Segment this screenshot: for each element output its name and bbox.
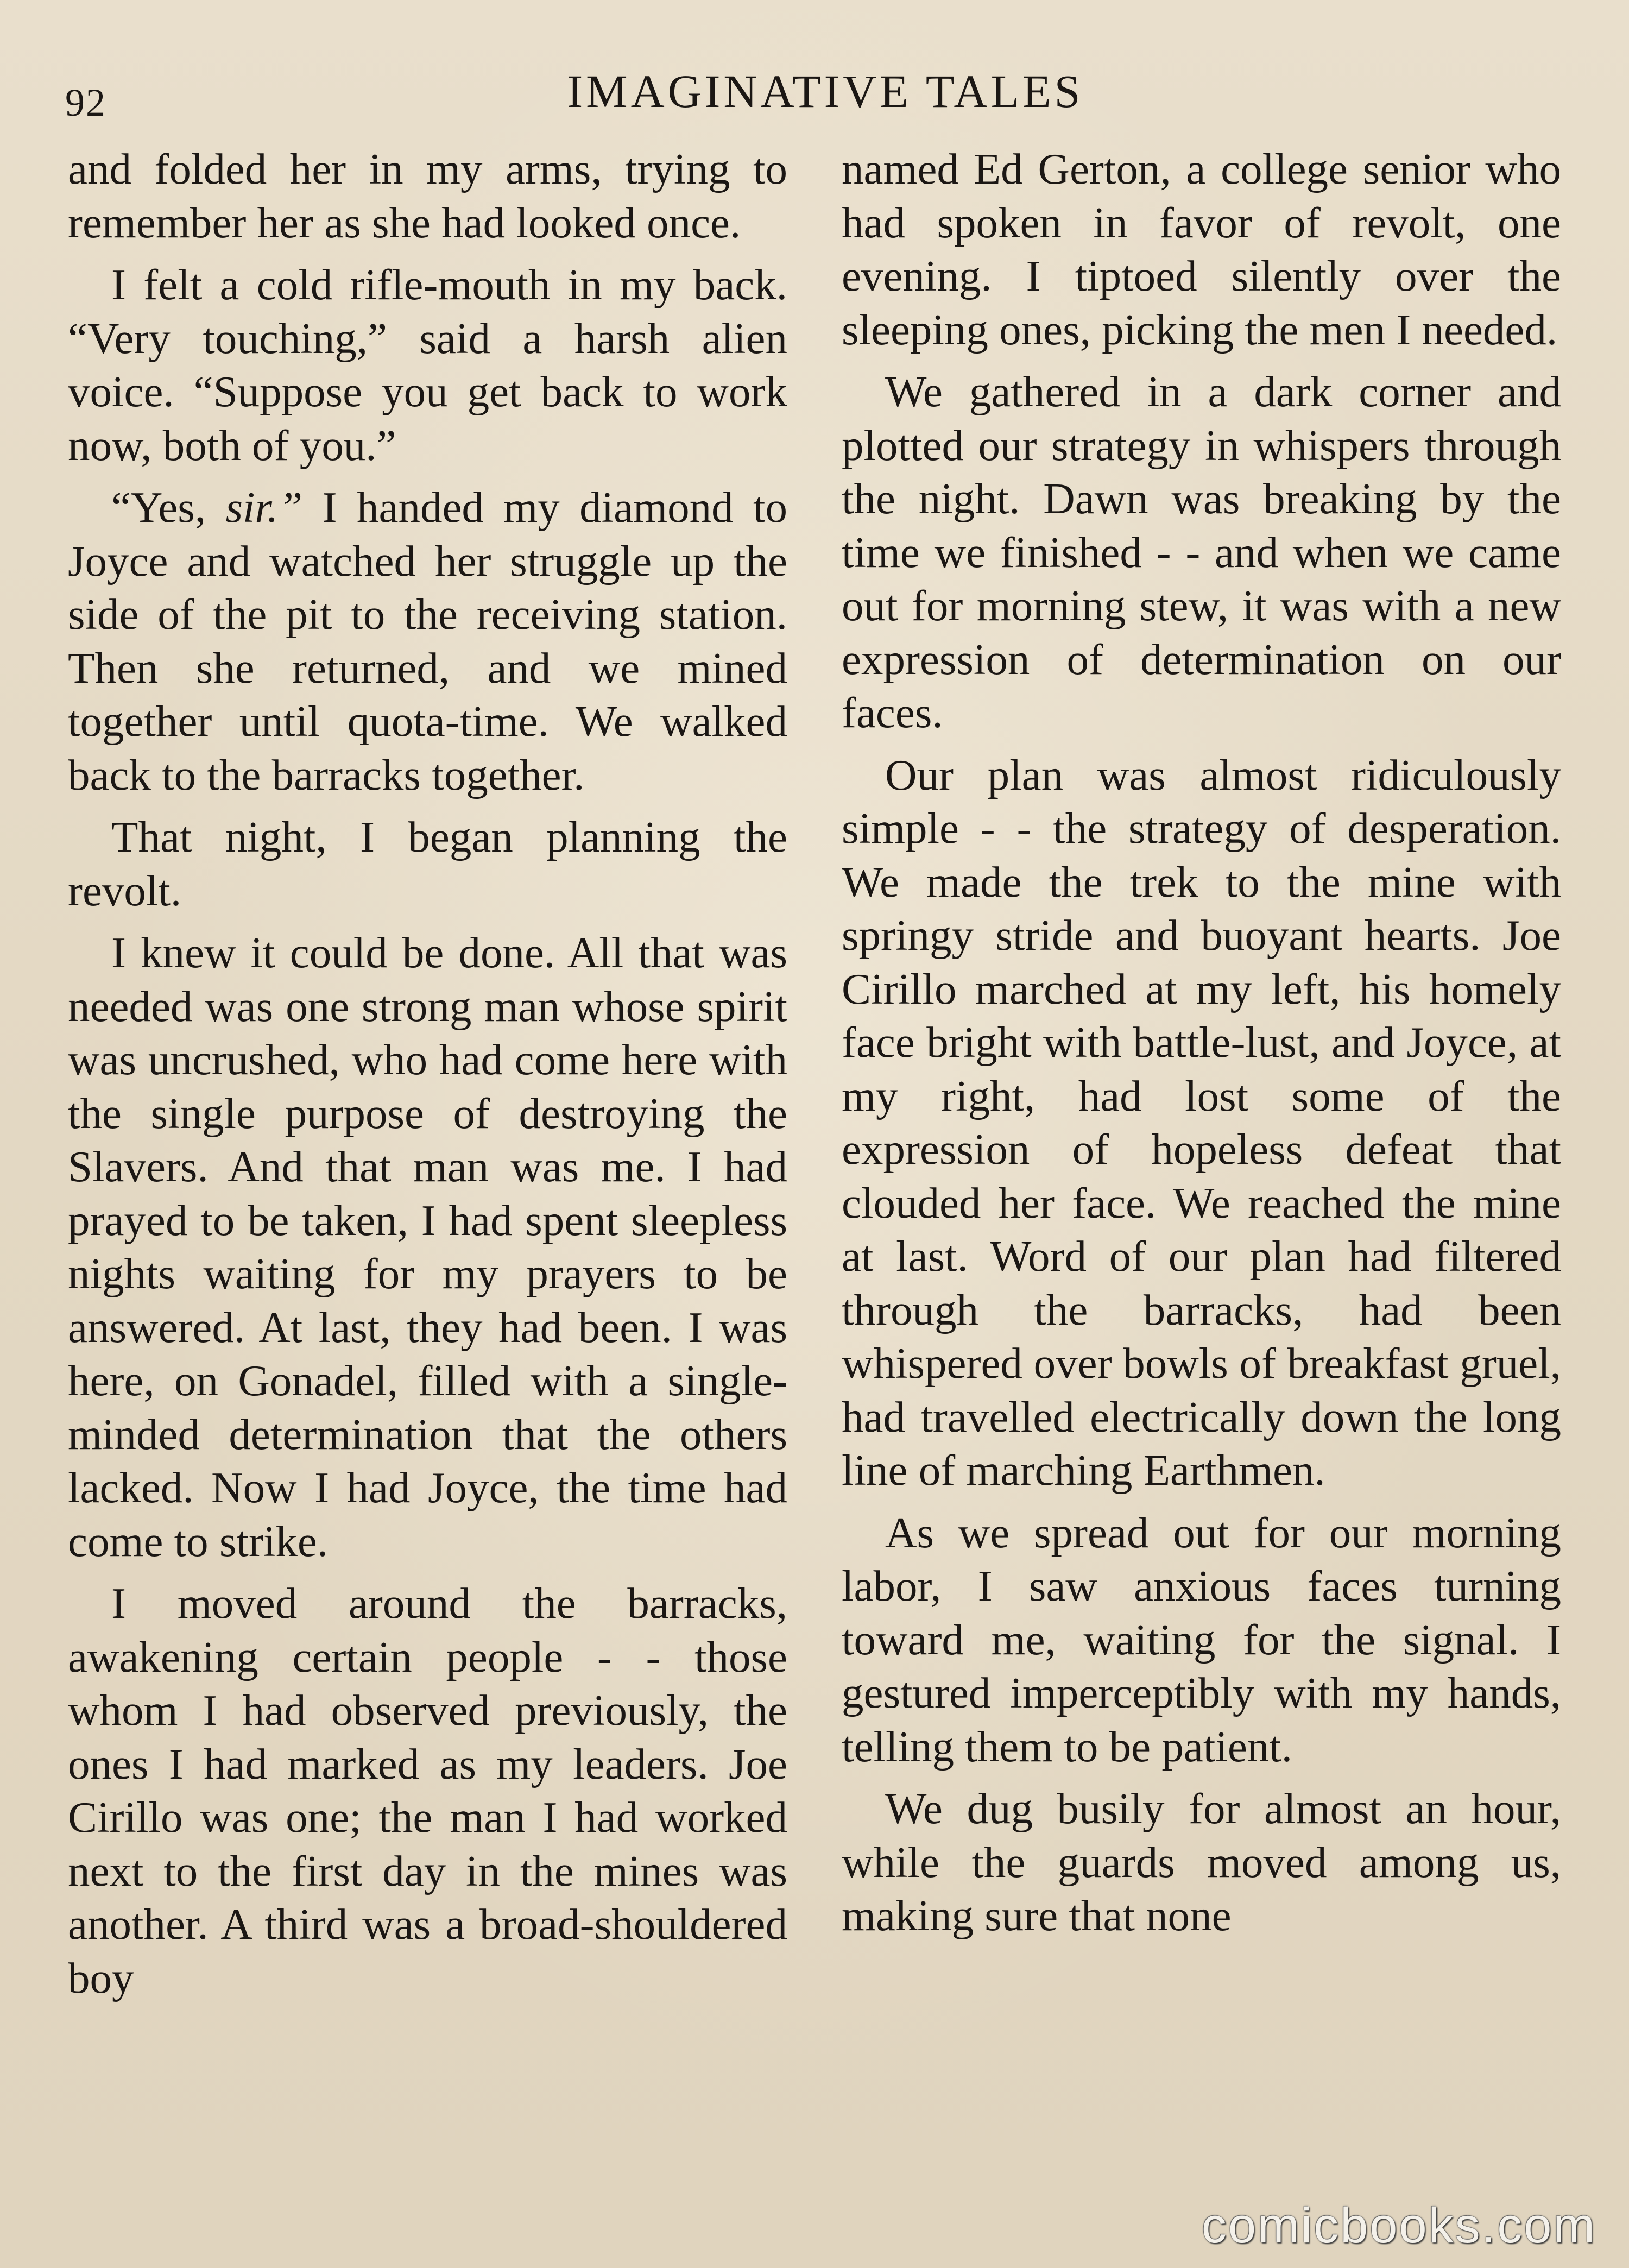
- watermark: comicbooks.com: [1201, 2198, 1596, 2253]
- paragraph: [68, 481, 787, 802]
- paragraph: We dug busily for almost an hour, while the guards moved among us, making sure that none: [842, 1784, 1561, 1940]
- emphasis-text: sir.”: [225, 483, 303, 532]
- paragraph: I knew it could be done. All that was needed was one strong man whose spirit was uncrushed, who had come here with the single purpose of destroying the Slavers. And that man was me. I had prayed to be taken, I had spent sleepless nights waiting for my prayers to be answered. At last, they had been. I was here, on Gonadel, filled with a single-minded determination that the others lacked. Now I had Joyce, the time had come to strike.: [68, 928, 787, 1566]
- paragraph-text: I handed my diamond to Joyce and watched her struggle up the side of the pit to the receiving station. Then she returned, and we mined together until quota-time. We walked back to the barracks together.: [68, 483, 787, 799]
- page-number: 92: [65, 81, 106, 124]
- paragraph: named Ed Gerton, a college senior who had spoken in favor of revolt, one evening. I tiptoed silently over the sleeping ones, picking the men I needed.: [842, 144, 1561, 354]
- paragraph-text: “Yes,: [111, 483, 226, 532]
- paragraph: I felt a cold rifle-mouth in my back. “Very touching,” said a harsh alien voice. “Suppose you get back to work now, both of you.”: [68, 260, 787, 470]
- paragraph: and folded her in my arms, trying to remember her as she had looked once.: [68, 144, 787, 247]
- paragraph: Our plan was almost ridiculously simple - - the strategy of desperation. We made the trek to the mine with springy stride and buoyant hearts. Joe Cirillo marched at my left, his homely face bright with battle-lust, and Joyce, at my right, had lost some of the expression of hopeless defeat that clouded her face. We reached the mine at last. Word of our plan had filtered through the barracks, had been whispered over bowls of breakfast gruel, had travelled electrically down the long line of marching Earthmen.: [842, 750, 1561, 1495]
- left-column: [68, 142, 787, 2013]
- paragraph: We gathered in a dark corner and plotted our strategy in whispers through the night. Dawn was breaking by the time we finished - - and when we came out for morning stew, it was with a new expression of determination on our faces.: [842, 367, 1561, 737]
- paragraph: I moved around the barracks, awakening certain people - - those whom I had observed previously, the ones I had marked as my leaders. Joe Cirillo was one; the man I had worked next to the first day in the mines was another. A third was a broad-shouldered boy: [68, 1579, 787, 2002]
- paragraph: That night, I began planning the revolt.: [68, 812, 787, 915]
- page-header: [0, 59, 1629, 124]
- running-head: IMAGINATIVE TALES: [567, 65, 1084, 117]
- right-column: [842, 142, 1561, 1951]
- paragraph: As we spread out for our morning labor, I saw anxious faces turning toward me, waiting for the signal. I gestured imperceptibly with my hands, telling them to be patient.: [842, 1508, 1561, 1771]
